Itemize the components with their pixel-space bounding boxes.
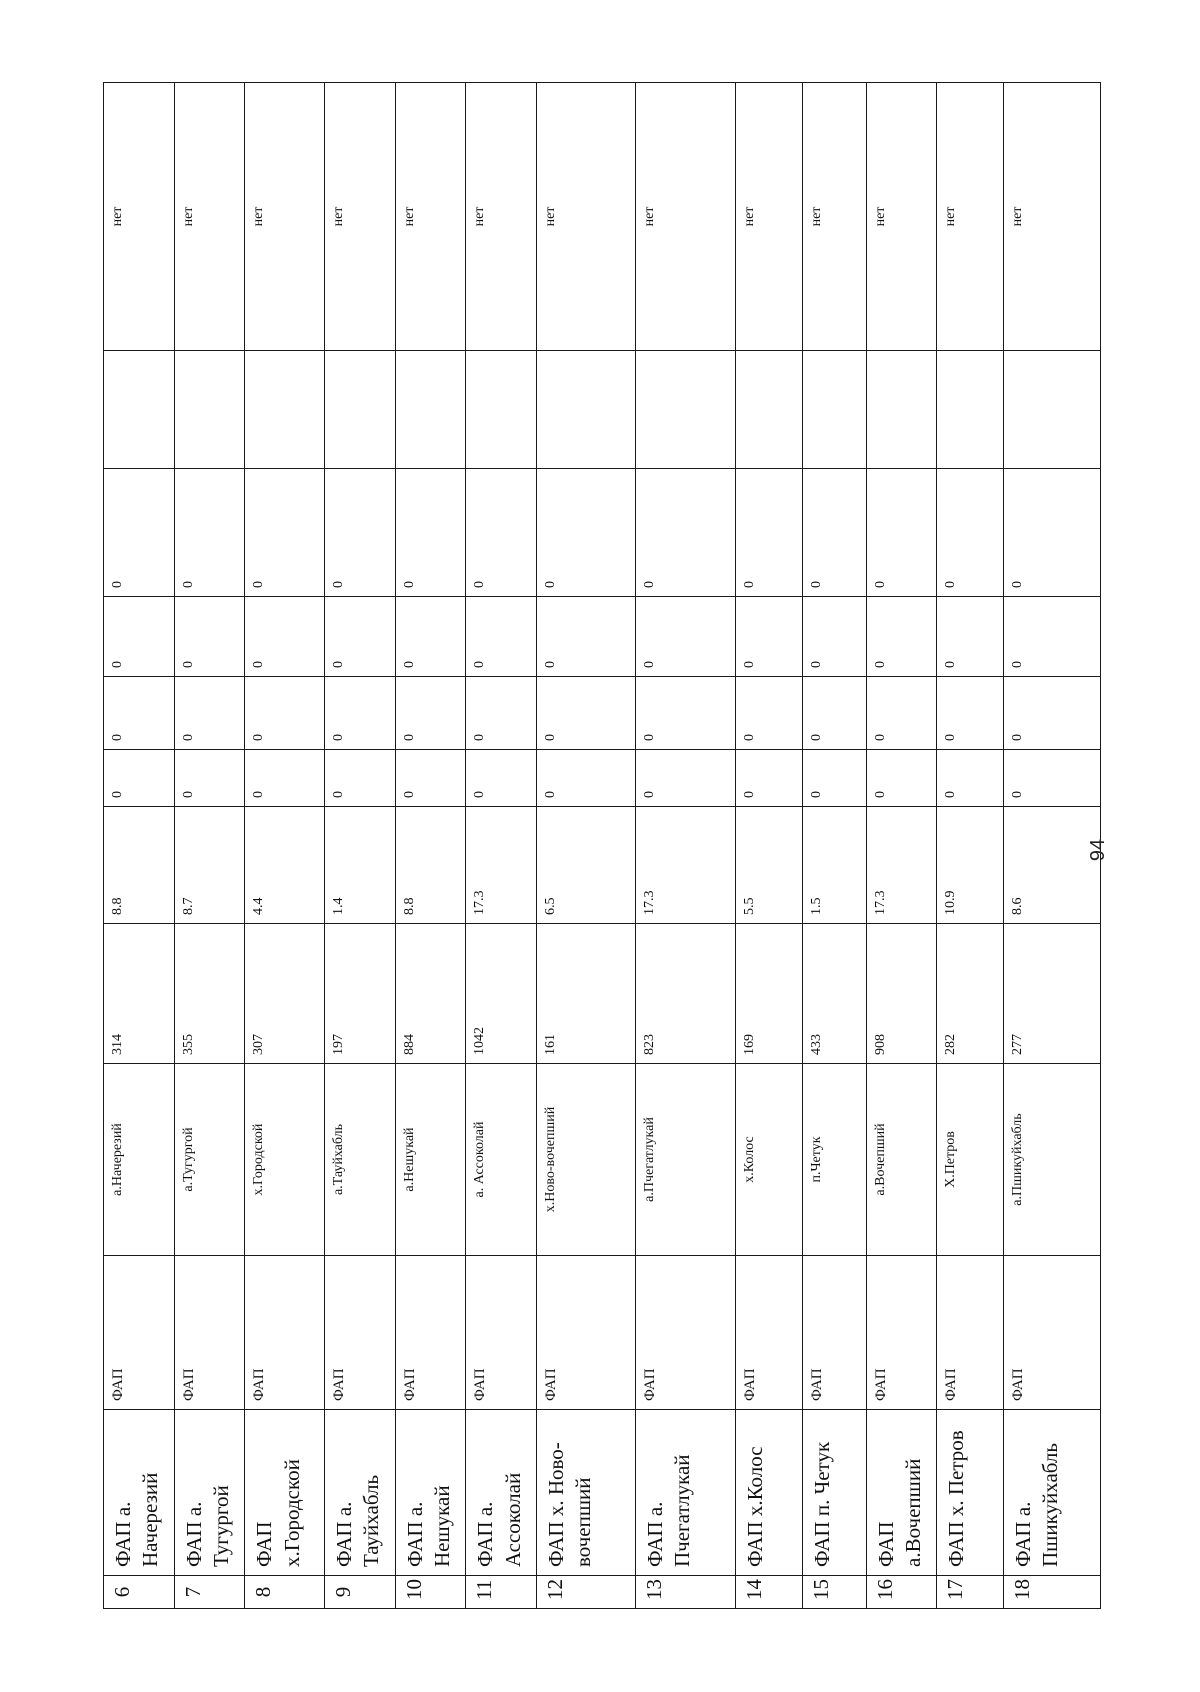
empty-cell-cell	[803, 351, 867, 469]
value-1-cell: 0	[466, 750, 537, 807]
row-number-cell: 6	[104, 1576, 175, 1609]
value-2-cell: 0	[736, 677, 803, 750]
answer-cell: нет	[803, 83, 867, 351]
empty-cell-cell	[736, 351, 803, 469]
facility-type-cell: ФАП	[104, 1256, 175, 1410]
facility-name-cell: ФАП а. Тауйхабль	[325, 1410, 396, 1576]
table-row	[866, 83, 937, 1609]
value-1-cell: 0	[866, 750, 937, 807]
distance-cell: 8.8	[104, 807, 175, 924]
value-4-cell: 0	[245, 469, 325, 597]
value-4-cell: 0	[937, 469, 1004, 597]
value-1-cell: 0	[636, 750, 736, 807]
answer-cell: нет	[174, 83, 245, 351]
value-4-cell: 0	[466, 469, 537, 597]
value-1-cell: 0	[937, 750, 1004, 807]
distance-cell: 8.6	[1004, 807, 1101, 924]
answer-cell: нет	[104, 83, 175, 351]
value-2-cell: 0	[245, 677, 325, 750]
empty-cell-cell	[536, 351, 635, 469]
table-row	[325, 83, 396, 1609]
facility-type-cell: ФАП	[1004, 1256, 1101, 1410]
value-4-cell: 0	[325, 469, 396, 597]
value-2-cell: 0	[1004, 677, 1101, 750]
answer-cell: нет	[1004, 83, 1101, 351]
answer-cell: нет	[325, 83, 396, 351]
locality-cell: а.Тугургой	[174, 1064, 245, 1256]
empty-cell-cell	[866, 351, 937, 469]
population-cell: 908	[866, 924, 937, 1064]
locality-cell: а. Ассоколай	[466, 1064, 537, 1256]
distance-cell: 17.3	[866, 807, 937, 924]
row-number-cell: 17	[937, 1576, 1004, 1609]
value-1-cell: 0	[536, 750, 635, 807]
value-3-cell: 0	[937, 597, 1004, 677]
facility-name-cell: ФАП а. Ассоколай	[466, 1410, 537, 1576]
row-number-cell: 18	[1004, 1576, 1101, 1609]
row-number-cell: 8	[245, 1576, 325, 1609]
row-number-cell: 12	[536, 1576, 635, 1609]
table-row	[466, 83, 537, 1609]
population-cell: 282	[937, 924, 1004, 1064]
empty-cell-cell	[395, 351, 466, 469]
value-1-cell: 0	[245, 750, 325, 807]
value-1-cell: 0	[325, 750, 396, 807]
table-row	[803, 83, 867, 1609]
table-row	[104, 83, 175, 1609]
facility-name-cell: ФАП х. Петров	[937, 1410, 1004, 1576]
population-cell: 161	[536, 924, 635, 1064]
facility-name-cell: ФАП п. Четук	[803, 1410, 867, 1576]
locality-cell: а.Тауйхабль	[325, 1064, 396, 1256]
locality-cell: а.Начерезий	[104, 1064, 175, 1256]
answer-cell: нет	[245, 83, 325, 351]
value-4-cell: 0	[395, 469, 466, 597]
population-cell: 823	[636, 924, 736, 1064]
distance-cell: 1.5	[803, 807, 867, 924]
fap-table	[103, 82, 1101, 1609]
distance-cell: 1.4	[325, 807, 396, 924]
table-row	[937, 83, 1004, 1609]
distance-cell: 17.3	[636, 807, 736, 924]
facility-type-cell: ФАП	[536, 1256, 635, 1410]
distance-cell: 17.3	[466, 807, 537, 924]
row-number-cell: 9	[325, 1576, 396, 1609]
row-number-cell: 14	[736, 1576, 803, 1609]
empty-cell-cell	[1004, 351, 1101, 469]
facility-name-cell: ФАП а. Нешукай	[395, 1410, 466, 1576]
distance-cell: 6.5	[536, 807, 635, 924]
facility-type-cell: ФАП	[866, 1256, 937, 1410]
empty-cell-cell	[245, 351, 325, 469]
value-1-cell: 0	[174, 750, 245, 807]
value-2-cell: 0	[466, 677, 537, 750]
facility-type-cell: ФАП	[636, 1256, 736, 1410]
row-number-cell: 11	[466, 1576, 537, 1609]
value-3-cell: 0	[104, 597, 175, 677]
value-3-cell: 0	[466, 597, 537, 677]
value-4-cell: 0	[104, 469, 175, 597]
population-cell: 314	[104, 924, 175, 1064]
row-number-cell: 10	[395, 1576, 466, 1609]
facility-type-cell: ФАП	[466, 1256, 537, 1410]
population-cell: 307	[245, 924, 325, 1064]
answer-cell: нет	[736, 83, 803, 351]
empty-cell-cell	[104, 351, 175, 469]
locality-cell: а.Нешукай	[395, 1064, 466, 1256]
population-cell: 355	[174, 924, 245, 1064]
table-row	[736, 83, 803, 1609]
facility-name-cell: ФАП х.Городской	[245, 1410, 325, 1576]
facility-type-cell: ФАП	[174, 1256, 245, 1410]
empty-cell-cell	[466, 351, 537, 469]
distance-cell: 10.9	[937, 807, 1004, 924]
value-2-cell: 0	[536, 677, 635, 750]
page-number: 94	[1087, 838, 1109, 862]
distance-cell: 4.4	[245, 807, 325, 924]
value-4-cell: 0	[736, 469, 803, 597]
facility-name-cell: ФАП а.Вочепший	[866, 1410, 937, 1576]
value-4-cell: 0	[536, 469, 635, 597]
value-2-cell: 0	[803, 677, 867, 750]
locality-cell: х.Городской	[245, 1064, 325, 1256]
value-3-cell: 0	[395, 597, 466, 677]
empty-cell-cell	[937, 351, 1004, 469]
answer-cell: нет	[937, 83, 1004, 351]
empty-cell-cell	[325, 351, 396, 469]
value-2-cell: 0	[937, 677, 1004, 750]
value-3-cell: 0	[174, 597, 245, 677]
population-cell: 884	[395, 924, 466, 1064]
value-1-cell: 0	[395, 750, 466, 807]
population-cell: 197	[325, 924, 396, 1064]
empty-cell-cell	[636, 351, 736, 469]
locality-cell: п.Четук	[803, 1064, 867, 1256]
value-2-cell: 0	[866, 677, 937, 750]
facility-name-cell: ФАП а. Начерезий	[104, 1410, 175, 1576]
population-cell: 1042	[466, 924, 537, 1064]
value-3-cell: 0	[736, 597, 803, 677]
row-number-cell: 7	[174, 1576, 245, 1609]
value-3-cell: 0	[636, 597, 736, 677]
locality-cell: а.Вочепший	[866, 1064, 937, 1256]
value-2-cell: 0	[636, 677, 736, 750]
value-4-cell: 0	[174, 469, 245, 597]
facility-type-cell: ФАП	[803, 1256, 867, 1410]
value-4-cell: 0	[636, 469, 736, 597]
facility-type-cell: ФАП	[245, 1256, 325, 1410]
facility-type-cell: ФАП	[937, 1256, 1004, 1410]
value-3-cell: 0	[536, 597, 635, 677]
rotated-table-wrapper	[103, 83, 1101, 1609]
answer-cell: нет	[536, 83, 635, 351]
value-1-cell: 0	[736, 750, 803, 807]
value-3-cell: 0	[245, 597, 325, 677]
value-2-cell: 0	[174, 677, 245, 750]
value-2-cell: 0	[395, 677, 466, 750]
facility-type-cell: ФАП	[325, 1256, 396, 1410]
value-3-cell: 0	[1004, 597, 1101, 677]
facility-name-cell: ФАП а. Пчегатлукай	[636, 1410, 736, 1576]
locality-cell: а.Пшикуйхабль	[1004, 1064, 1101, 1256]
value-4-cell: 0	[1004, 469, 1101, 597]
locality-cell: а.Пчегатлукай	[636, 1064, 736, 1256]
population-cell: 169	[736, 924, 803, 1064]
row-number-cell: 15	[803, 1576, 867, 1609]
table-row	[536, 83, 635, 1609]
value-4-cell: 0	[866, 469, 937, 597]
value-3-cell: 0	[803, 597, 867, 677]
distance-cell: 5.5	[736, 807, 803, 924]
facility-name-cell: ФАП а. Тугургой	[174, 1410, 245, 1576]
value-4-cell: 0	[803, 469, 867, 597]
value-1-cell: 0	[104, 750, 175, 807]
table-row	[174, 83, 245, 1609]
distance-cell: 8.8	[395, 807, 466, 924]
table-row	[636, 83, 736, 1609]
table-row	[245, 83, 325, 1609]
value-2-cell: 0	[104, 677, 175, 750]
value-3-cell: 0	[325, 597, 396, 677]
table-row	[395, 83, 466, 1609]
answer-cell: нет	[866, 83, 937, 351]
locality-cell: Х.Петров	[937, 1064, 1004, 1256]
answer-cell: нет	[636, 83, 736, 351]
facility-type-cell: ФАП	[395, 1256, 466, 1410]
table-body	[104, 83, 1101, 1609]
row-number-cell: 16	[866, 1576, 937, 1609]
locality-cell: х.Ново-вочепший	[536, 1064, 635, 1256]
answer-cell: нет	[466, 83, 537, 351]
facility-name-cell: ФАП х. Ново-вочепший	[536, 1410, 635, 1576]
answer-cell: нет	[395, 83, 466, 351]
value-3-cell: 0	[866, 597, 937, 677]
value-1-cell: 0	[1004, 750, 1101, 807]
locality-cell: х.Колос	[736, 1064, 803, 1256]
value-1-cell: 0	[803, 750, 867, 807]
distance-cell: 8.7	[174, 807, 245, 924]
population-cell: 277	[1004, 924, 1101, 1064]
facility-name-cell: ФАП х.Колос	[736, 1410, 803, 1576]
value-2-cell: 0	[325, 677, 396, 750]
facility-type-cell: ФАП	[736, 1256, 803, 1410]
population-cell: 433	[803, 924, 867, 1064]
facility-name-cell: ФАП а. Пшикуйхабль	[1004, 1410, 1101, 1576]
row-number-cell: 13	[636, 1576, 736, 1609]
empty-cell-cell	[174, 351, 245, 469]
